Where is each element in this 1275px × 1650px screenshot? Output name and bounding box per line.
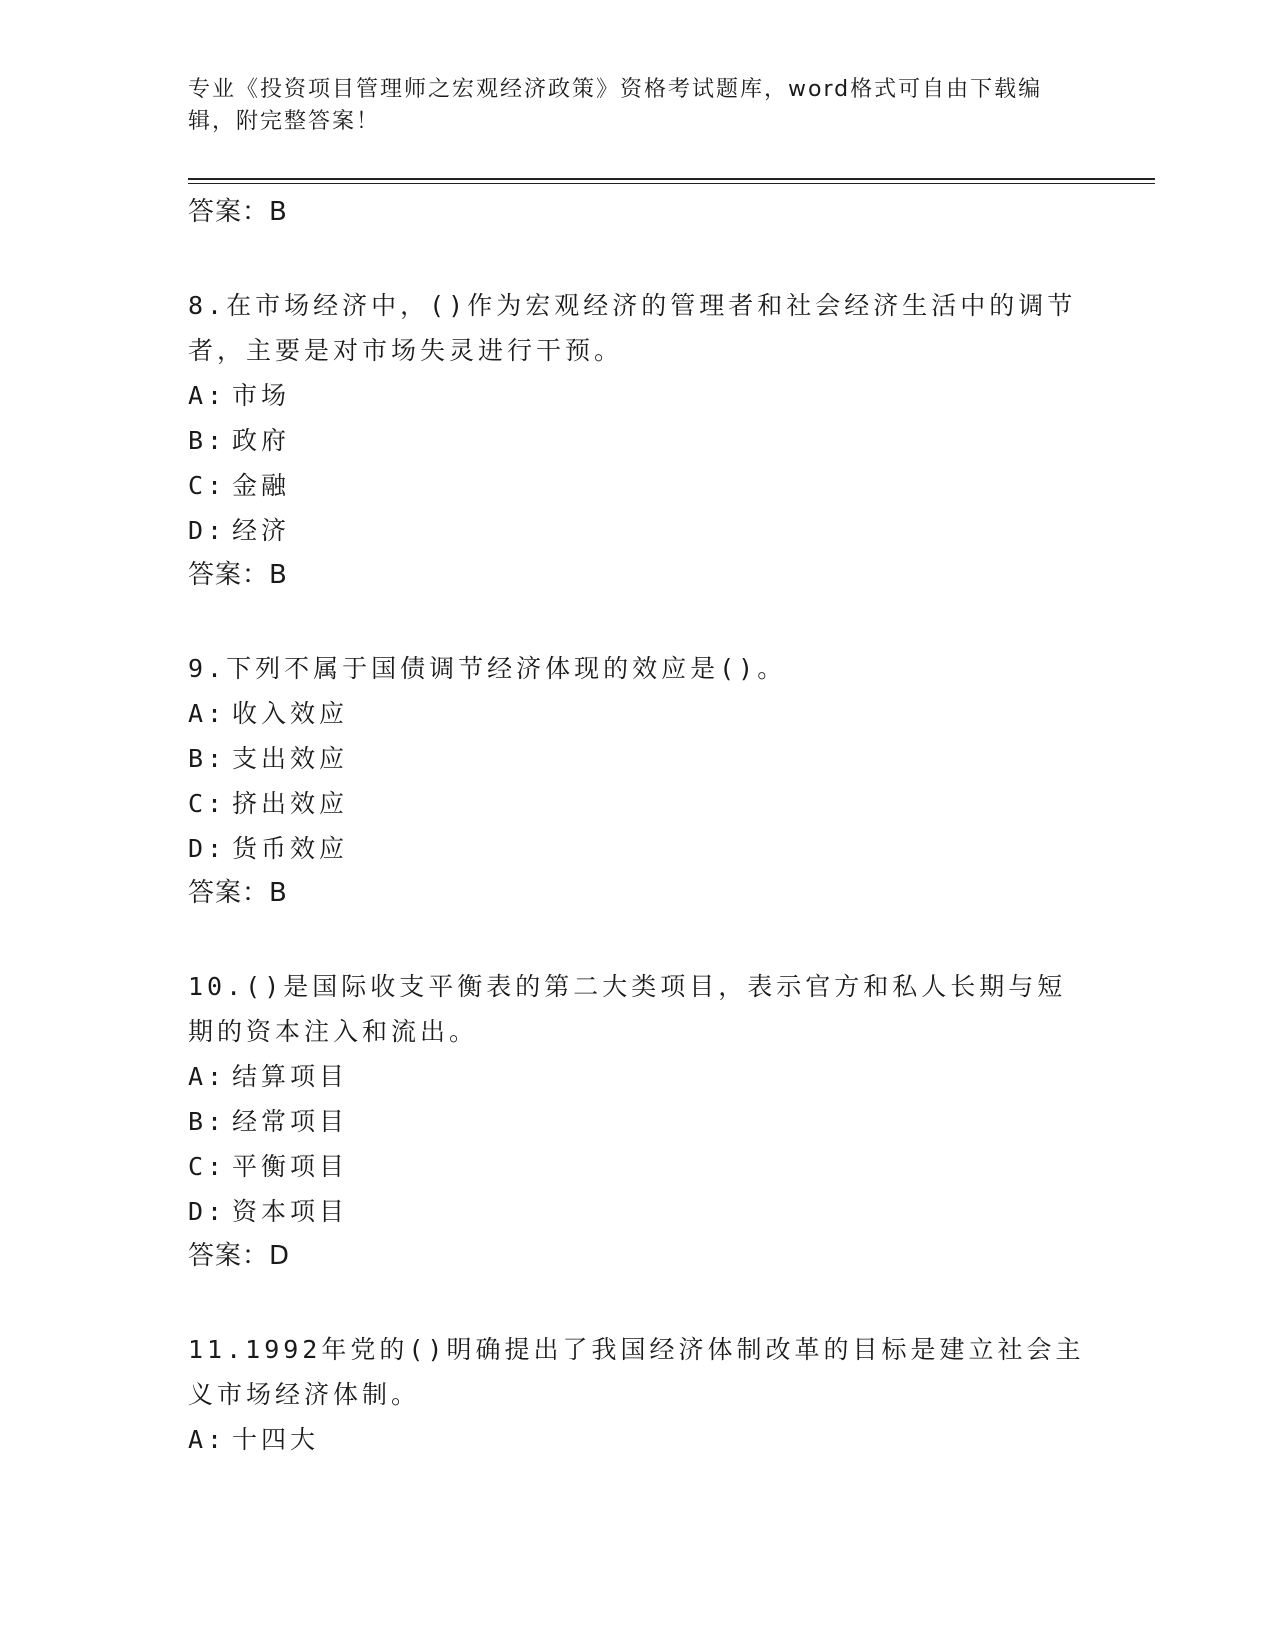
option-a [188, 1054, 1088, 1099]
option-text: 经常项目 [232, 1107, 349, 1136]
option-text: 政府 [232, 426, 291, 455]
question-text: 8.在市场经济中，()作为宏观经济的管理者和社会经济生活中的调节者，主要是对市场失灵进行干预。 [188, 291, 1077, 365]
option-letter: B: [188, 426, 227, 455]
option-letter: B: [188, 1107, 227, 1136]
option-d [188, 1189, 1088, 1234]
option-letter: A: [188, 1062, 227, 1091]
option-letter: C: [188, 471, 227, 500]
option-text: 十四大 [232, 1425, 320, 1454]
option-letter: C: [188, 789, 227, 818]
question-list [188, 190, 1088, 1462]
document-header: 专业《投资项目管理师之宏观经济政策》资格考试题库，word格式可自由下载编辑，附完整答案！ [188, 77, 1043, 134]
question-text: 9.下列不属于国债调节经济体现的效应是()。 [188, 654, 787, 683]
question-text: 10.()是国际收支平衡表的第二大类项目，表示官方和私人长期与短期的资本注入和流出。 [188, 972, 1067, 1046]
answer-line: 答案：B [188, 197, 288, 227]
question-text: 11.1992年党的()明确提出了我国经济体制改革的目标是建立社会主义市场经济体制。 [188, 1335, 1085, 1409]
answer-line: 答案：D [188, 1241, 291, 1271]
header-rule-thick [188, 178, 1155, 180]
option-c [188, 781, 1088, 826]
option-c [188, 463, 1088, 508]
option-letter: A: [188, 699, 227, 728]
option-b [188, 1099, 1088, 1144]
question-item [188, 646, 1088, 916]
answer-line: 答案：B [188, 560, 288, 590]
option-b [188, 736, 1088, 781]
option-letter: A: [188, 1425, 227, 1454]
option-text: 货币效应 [232, 834, 349, 863]
question-item [188, 964, 1088, 1279]
option-letter: D: [188, 1197, 227, 1226]
option-text: 金融 [232, 471, 291, 500]
option-a [188, 373, 1088, 418]
option-text: 结算项目 [232, 1062, 349, 1091]
option-text: 平衡项目 [232, 1152, 349, 1181]
header-rule-thin [188, 183, 1155, 184]
option-letter: A: [188, 381, 227, 410]
option-text: 资本项目 [232, 1197, 349, 1226]
option-d [188, 508, 1088, 553]
option-d [188, 826, 1088, 871]
option-letter: D: [188, 516, 227, 545]
option-letter: C: [188, 1152, 227, 1181]
option-text: 收入效应 [232, 699, 349, 728]
option-letter: D: [188, 834, 227, 863]
option-text: 支出效应 [232, 744, 349, 773]
option-a [188, 691, 1088, 736]
question-item [188, 1327, 1088, 1462]
answer-line: 答案：B [188, 878, 288, 908]
option-text: 挤出效应 [232, 789, 349, 818]
option-c [188, 1144, 1088, 1189]
option-text: 经济 [232, 516, 291, 545]
question-item [188, 283, 1088, 598]
option-text: 市场 [232, 381, 291, 410]
option-b [188, 418, 1088, 463]
option-letter: B: [188, 744, 227, 773]
option-a [188, 1417, 1088, 1462]
